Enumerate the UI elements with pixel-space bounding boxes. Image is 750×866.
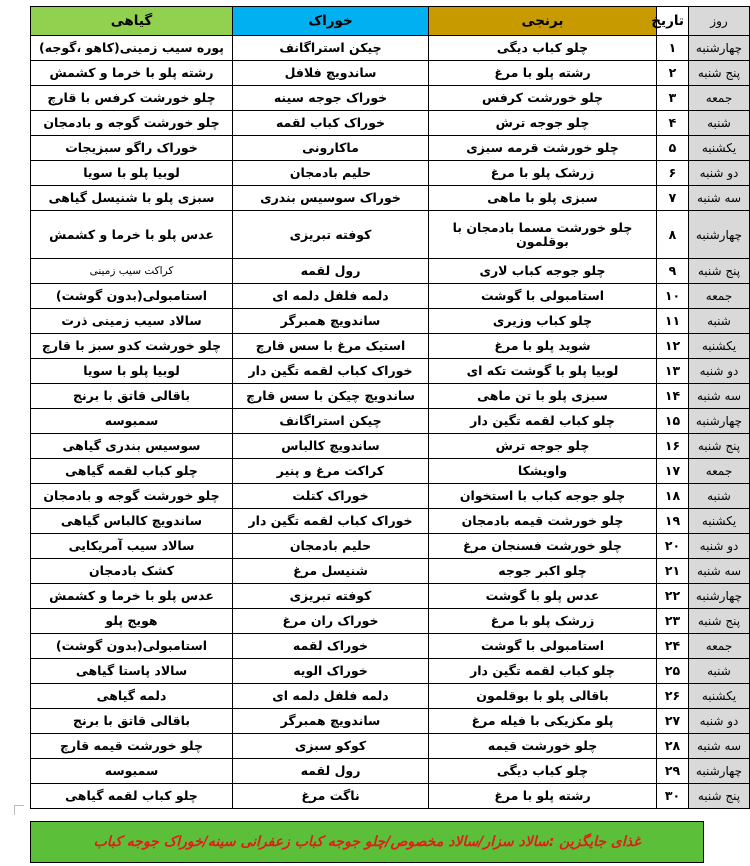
rice-dish-cell[interactable]: زرشک پلو با مرغ bbox=[429, 161, 657, 186]
rice-dish-cell[interactable]: چلو خورشت قیمه bbox=[429, 734, 657, 759]
menu-row bbox=[31, 309, 750, 334]
rice-dish-cell[interactable]: چلو خورشت قیمه بادمجان bbox=[429, 509, 657, 534]
rice-dish-cell[interactable]: چلو کباب لقمه تگین دار bbox=[429, 409, 657, 434]
day-cell[interactable]: شنبه bbox=[689, 484, 750, 509]
food-dish-cell[interactable]: خوراک ران مرغ bbox=[233, 609, 429, 634]
day-cell[interactable]: چهارشنبه bbox=[689, 409, 750, 434]
date-cell[interactable]: ۲۴ bbox=[657, 634, 689, 659]
food-dish-cell[interactable]: خوراک جوجه سینه bbox=[233, 86, 429, 111]
alternative-meal-text[interactable]: غذای جایگزین :سالاد سزار/سالاد مخصوص/چلو جوجه کباب زعفرانی سینه/خوراک جوجه کباب bbox=[93, 834, 641, 850]
date-cell[interactable]: ۱۵ bbox=[657, 409, 689, 434]
veg-dish-cell[interactable]: کشک بادمجان bbox=[31, 559, 233, 584]
menu-row bbox=[31, 434, 750, 459]
date-cell[interactable]: ۱۴ bbox=[657, 384, 689, 409]
menu-row bbox=[31, 161, 750, 186]
day-cell[interactable]: پنج شنبه bbox=[689, 434, 750, 459]
day-cell[interactable]: یکشنبه bbox=[689, 334, 750, 359]
veg-dish-cell[interactable]: سمبوسه bbox=[31, 759, 233, 784]
date-cell[interactable]: ۲۹ bbox=[657, 759, 689, 784]
veg-dish-cell[interactable]: استامبولی(بدون گوشت) bbox=[31, 284, 233, 309]
date-cell[interactable]: ۱۹ bbox=[657, 509, 689, 534]
day-cell[interactable]: چهارشنبه bbox=[689, 36, 750, 61]
food-dish-cell[interactable]: حلیم بادمجان bbox=[233, 534, 429, 559]
veg-dish-cell[interactable]: سبزی پلو با شنیسل گیاهی bbox=[31, 186, 233, 211]
veg-dish-cell[interactable]: چلو خورشت کدو سبز با قارچ bbox=[31, 334, 233, 359]
veg-dish-cell[interactable]: لوبیا پلو با سویا bbox=[31, 359, 233, 384]
rice-dish-cell[interactable]: چلو کباب لقمه تگین دار bbox=[429, 659, 657, 684]
header-row bbox=[31, 7, 750, 36]
veg-dish-cell[interactable]: چلو خورشت قیمه قارچ bbox=[31, 734, 233, 759]
food-dish-cell[interactable]: خوراک سوسیس بندری bbox=[233, 186, 429, 211]
day-cell[interactable]: جمعه bbox=[689, 459, 750, 484]
menu-body bbox=[31, 36, 750, 809]
day-cell[interactable]: دو شنبه bbox=[689, 534, 750, 559]
day-cell[interactable]: جمعه bbox=[689, 284, 750, 309]
rice-dish-cell[interactable]: چلو جوجه کباب با استخوان bbox=[429, 484, 657, 509]
rice-dish-cell[interactable]: چلو جوجه ترش bbox=[429, 434, 657, 459]
menu-row bbox=[31, 384, 750, 409]
date-cell[interactable]: ۱۰ bbox=[657, 284, 689, 309]
veg-dish-cell[interactable]: باقالی قاتق با برنج bbox=[31, 384, 233, 409]
menu-row bbox=[31, 61, 750, 86]
rice-dish-cell[interactable]: چلو جوجه ترش bbox=[429, 111, 657, 136]
day-cell[interactable]: یکشنبه bbox=[689, 136, 750, 161]
day-cell[interactable]: پنج شنبه bbox=[689, 259, 750, 284]
date-cell[interactable]: ۲۸ bbox=[657, 734, 689, 759]
rice-dish-cell[interactable]: پلو مکزیکی با فیله مرغ bbox=[429, 709, 657, 734]
veg-dish-cell[interactable]: سالاد سیب آمریکایی bbox=[31, 534, 233, 559]
menu-row bbox=[31, 136, 750, 161]
day-cell[interactable]: پنج شنبه bbox=[689, 609, 750, 634]
day-cell[interactable]: جمعه bbox=[689, 634, 750, 659]
rice-dish-cell[interactable]: سبزی پلو با تن ماهی bbox=[429, 384, 657, 409]
veg-dish-cell[interactable]: عدس پلو با خرما و کشمش bbox=[31, 584, 233, 609]
date-cell[interactable]: ۹ bbox=[657, 259, 689, 284]
veg-dish-cell[interactable]: چلو کباب لقمه گیاهی bbox=[31, 459, 233, 484]
menu-row bbox=[31, 534, 750, 559]
veg-dish-cell[interactable]: چلو خورشت گوجه و بادمجان bbox=[31, 484, 233, 509]
day-cell[interactable]: دو شنبه bbox=[689, 161, 750, 186]
food-dish-cell[interactable]: چیکن استراگانف bbox=[233, 36, 429, 61]
food-dish-cell[interactable]: کوفته تبریزی bbox=[233, 211, 429, 259]
veg-dish-cell[interactable]: استامبولی(بدون گوشت) bbox=[31, 634, 233, 659]
rice-dish-cell[interactable]: چلو کباب وزیری bbox=[429, 309, 657, 334]
menu-row bbox=[31, 359, 750, 384]
day-cell[interactable]: سه شنبه bbox=[689, 384, 750, 409]
veg-dish-cell[interactable]: باقالی قاتق با برنج bbox=[31, 709, 233, 734]
menu-row bbox=[31, 459, 750, 484]
sheet-left-margin bbox=[0, 0, 30, 866]
header-veg[interactable]: گیاهی bbox=[31, 7, 233, 36]
food-dish-cell[interactable]: ناگت مرغ bbox=[233, 784, 429, 809]
day-cell[interactable]: شنبه bbox=[689, 659, 750, 684]
food-dish-cell[interactable]: ساندویچ همبرگر bbox=[233, 709, 429, 734]
menu-row bbox=[31, 659, 750, 684]
day-cell[interactable]: شنبه bbox=[689, 111, 750, 136]
date-cell[interactable]: ۱۸ bbox=[657, 484, 689, 509]
day-cell[interactable]: دو شنبه bbox=[689, 359, 750, 384]
food-dish-cell[interactable]: خوراک کباب لقمه تگین دار bbox=[233, 509, 429, 534]
food-dish-cell[interactable]: رول لقمه bbox=[233, 759, 429, 784]
veg-dish-cell[interactable]: لوبیا پلو با سویا bbox=[31, 161, 233, 186]
menu-row bbox=[31, 634, 750, 659]
date-cell[interactable]: ۱۶ bbox=[657, 434, 689, 459]
rice-dish-cell[interactable]: عدس پلو با گوشت bbox=[429, 584, 657, 609]
day-cell[interactable]: یکشنبه bbox=[689, 509, 750, 534]
menu-row bbox=[31, 284, 750, 309]
veg-dish-cell[interactable]: هویج پلو bbox=[31, 609, 233, 634]
date-cell[interactable]: ۲۷ bbox=[657, 709, 689, 734]
rice-dish-cell[interactable]: سبزی پلو با ماهی bbox=[429, 186, 657, 211]
date-cell[interactable]: ۲ bbox=[657, 61, 689, 86]
food-dish-cell[interactable]: ساندویچ چیکن با سس قارچ bbox=[233, 384, 429, 409]
date-cell[interactable]: ۱۱ bbox=[657, 309, 689, 334]
food-dish-cell[interactable]: خوراک کتلت bbox=[233, 484, 429, 509]
menu-row bbox=[31, 111, 750, 136]
menu-row bbox=[31, 734, 750, 759]
rice-dish-cell[interactable]: واویشکا bbox=[429, 459, 657, 484]
menu-row bbox=[31, 559, 750, 584]
rice-dish-cell[interactable]: چلو خورشت مسما بادمجان با بوقلمون bbox=[429, 211, 657, 259]
food-dish-cell[interactable]: کوکو سبزی bbox=[233, 734, 429, 759]
date-cell[interactable]: ۸ bbox=[657, 211, 689, 259]
food-dish-cell[interactable]: ساندویچ کالباس bbox=[233, 434, 429, 459]
rice-dish-cell[interactable]: رشته پلو با مرغ bbox=[429, 784, 657, 809]
menu-row bbox=[31, 609, 750, 634]
day-cell[interactable]: جمعه bbox=[689, 86, 750, 111]
rice-dish-cell[interactable]: چلو خورشت کرفس bbox=[429, 86, 657, 111]
food-dish-cell[interactable]: چیکن استراگانف bbox=[233, 409, 429, 434]
veg-dish-cell[interactable]: چلو خورشت گوجه و بادمجان bbox=[31, 111, 233, 136]
food-dish-cell[interactable]: خوراک الویه bbox=[233, 659, 429, 684]
date-cell[interactable]: ۲۱ bbox=[657, 559, 689, 584]
day-cell[interactable]: شنبه bbox=[689, 309, 750, 334]
menu-row bbox=[31, 759, 750, 784]
menu-row bbox=[31, 211, 750, 259]
menu-row bbox=[31, 36, 750, 61]
date-cell[interactable]: ۳۰ bbox=[657, 784, 689, 809]
rice-dish-cell[interactable]: چلو خورشت قرمه سبزی bbox=[429, 136, 657, 161]
date-cell[interactable]: ۲۰ bbox=[657, 534, 689, 559]
day-cell[interactable]: دو شنبه bbox=[689, 709, 750, 734]
veg-dish-cell[interactable]: عدس پلو با خرما و کشمش bbox=[31, 211, 233, 259]
veg-dish-cell[interactable]: سالاد سیب زمینی ذرت bbox=[31, 309, 233, 334]
rice-dish-cell[interactable]: چلو خورشت فسنجان مرغ bbox=[429, 534, 657, 559]
veg-dish-cell[interactable]: ساندویچ کالباس گیاهی bbox=[31, 509, 233, 534]
rice-dish-cell[interactable]: زرشک پلو با مرغ bbox=[429, 609, 657, 634]
day-cell[interactable]: پنج شنبه bbox=[689, 784, 750, 809]
veg-dish-cell[interactable]: کراکت سیب زمینی bbox=[31, 259, 233, 284]
veg-dish-cell[interactable]: چلو خورشت کرفس با قارچ bbox=[31, 86, 233, 111]
menu-row bbox=[31, 709, 750, 734]
rice-dish-cell[interactable]: استامبولی با گوشت bbox=[429, 634, 657, 659]
menu-row bbox=[31, 86, 750, 111]
meal-menu-table bbox=[30, 6, 750, 809]
day-cell[interactable]: چهارشنبه bbox=[689, 211, 750, 259]
date-cell[interactable]: ۵ bbox=[657, 136, 689, 161]
date-cell[interactable]: ۶ bbox=[657, 161, 689, 186]
day-cell[interactable]: یکشنبه bbox=[689, 684, 750, 709]
menu-row bbox=[31, 186, 750, 211]
rice-dish-cell[interactable]: چلو جوجه کباب لاری bbox=[429, 259, 657, 284]
date-cell[interactable]: ۱۷ bbox=[657, 459, 689, 484]
day-cell[interactable]: پنج شنبه bbox=[689, 61, 750, 86]
rice-dish-cell[interactable]: باقالی پلو با بوقلمون bbox=[429, 684, 657, 709]
food-dish-cell[interactable]: خوراک کباب لقمه bbox=[233, 111, 429, 136]
veg-dish-cell[interactable]: سالاد پاستا گیاهی bbox=[31, 659, 233, 684]
day-cell[interactable]: سه شنبه bbox=[689, 734, 750, 759]
date-cell[interactable]: ۱۳ bbox=[657, 359, 689, 384]
date-cell[interactable]: ۳ bbox=[657, 86, 689, 111]
food-dish-cell[interactable]: دلمه فلفل دلمه ای bbox=[233, 684, 429, 709]
veg-dish-cell[interactable]: سمبوسه bbox=[31, 409, 233, 434]
menu-row bbox=[31, 509, 750, 534]
header-date[interactable]: تاریخ bbox=[657, 7, 689, 36]
date-cell[interactable]: ۷ bbox=[657, 186, 689, 211]
veg-dish-cell[interactable]: سوسیس بندری گیاهی bbox=[31, 434, 233, 459]
food-dish-cell[interactable]: دلمه فلفل دلمه ای bbox=[233, 284, 429, 309]
food-dish-cell[interactable]: خوراک لقمه bbox=[233, 634, 429, 659]
menu-row bbox=[31, 334, 750, 359]
date-cell[interactable]: ۴ bbox=[657, 111, 689, 136]
rice-dish-cell[interactable]: چلو اکبر جوجه bbox=[429, 559, 657, 584]
menu-row bbox=[31, 584, 750, 609]
food-dish-cell[interactable]: ساندویچ همبرگر bbox=[233, 309, 429, 334]
veg-dish-cell[interactable]: پوره سیب زمینی(کاهو ،گوجه) bbox=[31, 36, 233, 61]
veg-dish-cell[interactable]: رشته پلو با خرما و کشمش bbox=[31, 61, 233, 86]
food-dish-cell[interactable]: خوراک کباب لقمه تگین دار bbox=[233, 359, 429, 384]
date-cell[interactable]: ۲۵ bbox=[657, 659, 689, 684]
food-dish-cell[interactable]: رول لقمه bbox=[233, 259, 429, 284]
date-cell[interactable]: ۲۲ bbox=[657, 584, 689, 609]
header-rice[interactable]: برنجی bbox=[429, 7, 657, 36]
food-dish-cell[interactable]: شنیسل مرغ bbox=[233, 559, 429, 584]
day-cell[interactable]: سه شنبه bbox=[689, 186, 750, 211]
day-cell[interactable]: چهارشنبه bbox=[689, 759, 750, 784]
date-cell[interactable]: ۱۲ bbox=[657, 334, 689, 359]
menu-row bbox=[31, 784, 750, 809]
veg-dish-cell[interactable]: چلو کباب لقمه گیاهی bbox=[31, 784, 233, 809]
date-cell[interactable]: ۲۶ bbox=[657, 684, 689, 709]
rice-dish-cell[interactable]: استامبولی با گوشت bbox=[429, 284, 657, 309]
menu-row bbox=[31, 259, 750, 284]
food-dish-cell[interactable]: کوفته تبریزی bbox=[233, 584, 429, 609]
food-dish-cell[interactable]: ساندویچ فلافل bbox=[233, 61, 429, 86]
food-dish-cell[interactable]: استیک مرغ با سس قارچ bbox=[233, 334, 429, 359]
food-dish-cell[interactable]: حلیم بادمجان bbox=[233, 161, 429, 186]
date-cell[interactable]: ۲۳ bbox=[657, 609, 689, 634]
alternative-meal-banner bbox=[30, 821, 704, 863]
menu-row bbox=[31, 484, 750, 509]
rice-dish-cell[interactable]: شوید پلو با مرغ bbox=[429, 334, 657, 359]
food-dish-cell[interactable]: کراکت مرغ و پنیر bbox=[233, 459, 429, 484]
rice-dish-cell[interactable]: رشته پلو با مرغ bbox=[429, 61, 657, 86]
day-cell[interactable]: سه شنبه bbox=[689, 559, 750, 584]
rice-dish-cell[interactable]: چلو کباب دیگی bbox=[429, 36, 657, 61]
rice-dish-cell[interactable]: چلو کباب دیگی bbox=[429, 759, 657, 784]
header-day[interactable]: روز bbox=[689, 7, 750, 36]
veg-dish-cell[interactable]: خوراک راگو سبزیجات bbox=[31, 136, 233, 161]
rice-dish-cell[interactable]: لوبیا پلو با گوشت تکه ای bbox=[429, 359, 657, 384]
veg-dish-cell[interactable]: دلمه گیاهی bbox=[31, 684, 233, 709]
page-corner-mark bbox=[14, 805, 24, 815]
day-cell[interactable]: چهارشنبه bbox=[689, 584, 750, 609]
menu-row bbox=[31, 409, 750, 434]
menu-row bbox=[31, 684, 750, 709]
header-food[interactable]: خوراک bbox=[233, 7, 429, 36]
date-cell[interactable]: ۱ bbox=[657, 36, 689, 61]
food-dish-cell[interactable]: ماکارونی bbox=[233, 136, 429, 161]
